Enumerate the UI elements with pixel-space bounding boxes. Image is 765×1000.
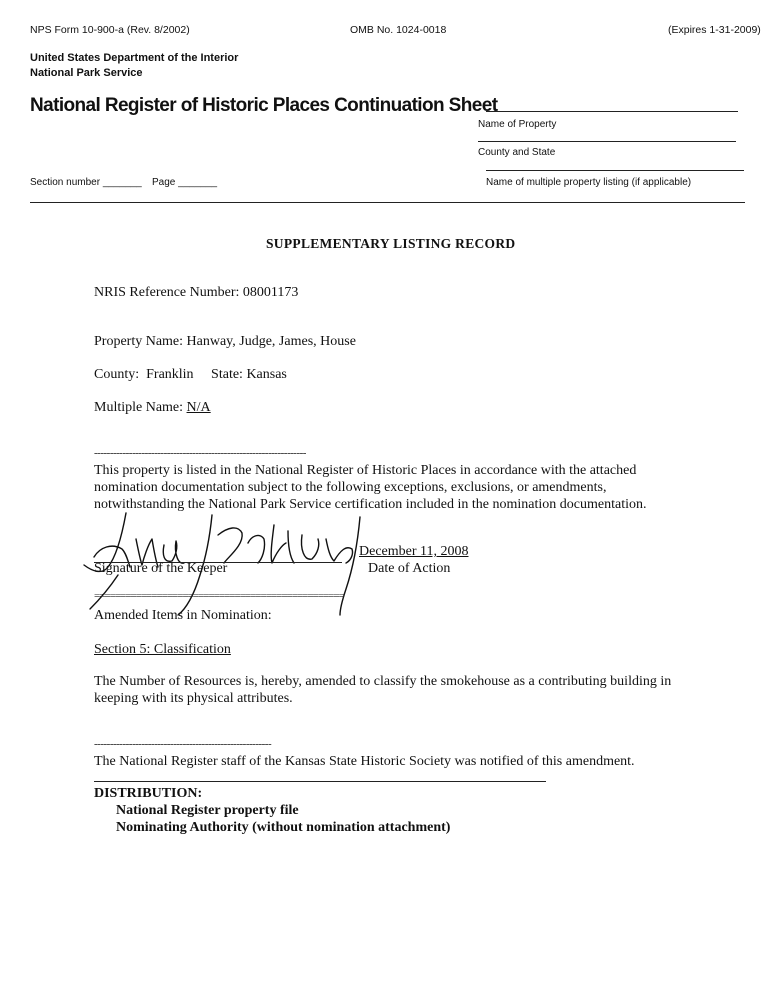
multiple-name-value: N/A <box>186 400 211 415</box>
agency-department: United States Department of the Interior <box>30 52 239 64</box>
county-state-line <box>478 141 736 142</box>
property-name-line <box>486 111 738 112</box>
notification-text: The National Register staff of the Kansas State Historic Society was notified of this amendment. <box>94 754 635 769</box>
distribution-item-2: Nominating Authority (without nomination attachment) <box>116 820 451 835</box>
record-title: SUPPLEMENTARY LISTING RECORD <box>266 236 516 251</box>
multiple-listing-label: Name of multiple property listing (if applicable) <box>486 177 692 188</box>
section-number-field: Section number _______ <box>30 177 142 188</box>
amendment-line-2: keeping with its physical attributes. <box>94 691 293 706</box>
amended-items-label: Amended Items in Nomination: <box>94 608 272 623</box>
property-name: Property Name: Hanway, Judge, James, House <box>94 334 356 349</box>
signature-label: Signature of the Keeper <box>94 561 228 576</box>
multiple-name <box>94 399 211 416</box>
multiple-listing-line <box>486 170 744 171</box>
separator-dashes-2: -------------------------------------------------------- <box>94 738 272 750</box>
statement-line-3: notwithstanding the National Park Service certification included in the nomination documentation. <box>94 497 647 512</box>
county-and-state-label: County and State <box>478 147 556 158</box>
notification-underline <box>94 781 546 782</box>
section-heading: Section 5: Classification <box>94 642 231 657</box>
separator-dashes: ------------------------------------------------------------------- <box>94 447 306 459</box>
statement-line-1: This property is listed in the National Register of Historic Places in accordance with the attached <box>94 463 637 478</box>
form-number: NPS Form 10-900-a (Rev. 8/2002) <box>30 24 190 36</box>
separator-equals: ================================================ <box>94 590 344 602</box>
nris-reference: NRIS Reference Number: 08001173 <box>94 285 299 300</box>
omb-number: OMB No. 1024-0018 <box>350 24 447 36</box>
header-divider <box>30 202 745 203</box>
county-state: County: Franklin State: Kansas <box>94 367 287 382</box>
agency-service: National Park Service <box>30 67 143 79</box>
statement-line-2: nomination documentation subject to the following exceptions, exclusions, or amendments, <box>94 480 607 495</box>
amendment-line-1: The Number of Resources is, hereby, amended to classify the smokehouse as a contributing building in <box>94 674 672 689</box>
multiple-name-label: Multiple Name: <box>94 400 184 415</box>
date-of-action-label: Date of Action <box>368 561 451 576</box>
sheet-title: National Register of Historic Places Continuation Sheet <box>30 95 498 116</box>
expiration: (Expires 1-31-2009) <box>668 24 761 36</box>
action-date: December 11, 2008 <box>359 544 469 559</box>
distribution-item-1: National Register property file <box>116 803 299 818</box>
name-of-property-label: Name of Property <box>478 119 557 130</box>
page-field: Page _______ <box>152 177 218 188</box>
distribution-label: DISTRIBUTION: <box>94 786 203 801</box>
